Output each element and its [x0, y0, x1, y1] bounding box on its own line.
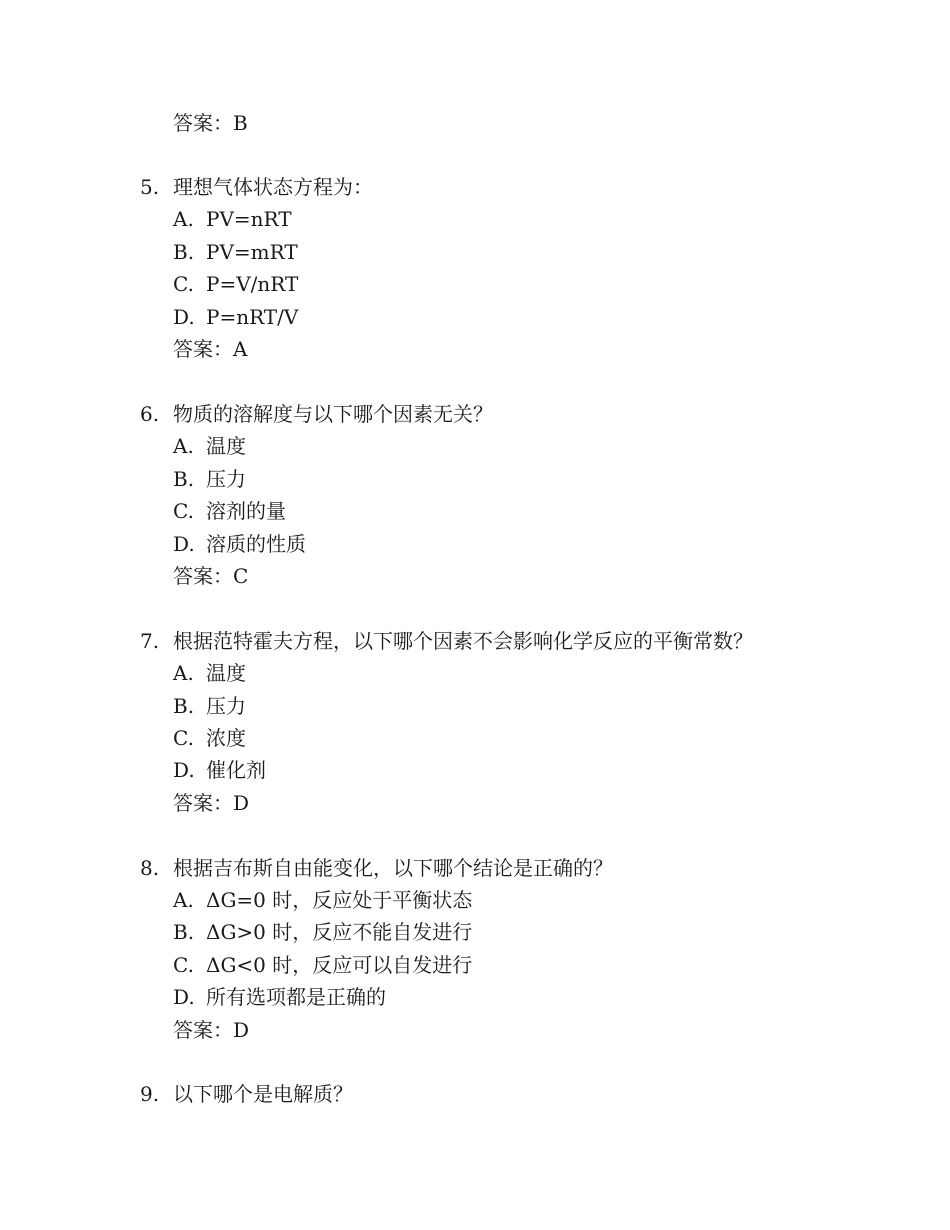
- question-5-number: 5.: [140, 175, 160, 199]
- question-6-option-c-letter: C.: [173, 499, 194, 523]
- question-7-option-b-text: 压力: [206, 694, 246, 718]
- question-5-option-c-letter: C.: [173, 272, 194, 296]
- question-9-text: 以下哪个是电解质？: [173, 1082, 353, 1106]
- question-8-option-b-text: ΔG>0 时，反应不能自发进行: [206, 920, 473, 944]
- question-8-answer: 答案：D: [173, 1018, 250, 1042]
- question-5-option-d-letter: D.: [173, 305, 195, 329]
- question-8-option-a-text: ΔG=0 时，反应处于平衡状态: [206, 888, 473, 912]
- question-5-text: 理想气体状态方程为：: [173, 175, 373, 199]
- question-7-text: 根据范特霍夫方程，以下哪个因素不会影响化学反应的平衡常数？: [173, 629, 753, 653]
- question-9-number: 9.: [140, 1082, 160, 1106]
- question-6-option-d-letter: D.: [173, 532, 195, 556]
- question-7-option-a-text: 温度: [206, 661, 246, 685]
- question-8-option-b-letter: B.: [173, 920, 195, 944]
- question-6-option-a-letter: A.: [173, 434, 194, 458]
- question-7-option-d-text: 催化剂: [206, 758, 266, 782]
- question-5-option-b-text: PV=mRT: [206, 240, 298, 264]
- question-7-number: 7.: [140, 629, 160, 653]
- question-8-option-d-letter: D.: [173, 985, 195, 1009]
- question-7-option-b-letter: B.: [173, 694, 195, 718]
- question-5-option-b-letter: B.: [173, 240, 195, 264]
- question-5-option-d-text: P=nRT/V: [206, 305, 299, 329]
- question-8-text: 根据吉布斯自由能变化，以下哪个结论是正确的？: [173, 856, 613, 880]
- question-7-answer: 答案：D: [173, 791, 250, 815]
- question-8-option-a-letter: A.: [173, 888, 194, 912]
- question-5-option-a-text: PV=nRT: [206, 207, 292, 231]
- question-5-answer: 答案：A: [173, 337, 248, 361]
- question-7-option-c-letter: C.: [173, 726, 194, 750]
- question-5-option-c-text: P=V/nRT: [206, 272, 299, 296]
- question-6-number: 6.: [140, 402, 160, 426]
- question-8-option-c-text: ΔG<0 时，反应可以自发进行: [206, 953, 473, 977]
- question-6-option-b-text: 压力: [206, 467, 246, 491]
- question-6-answer: 答案：C: [173, 564, 249, 588]
- question-8-number: 8.: [140, 856, 160, 880]
- question-5-option-a-letter: A.: [173, 207, 194, 231]
- question-6-option-a-text: 温度: [206, 434, 246, 458]
- question-6-option-d-text: 溶质的性质: [206, 532, 306, 556]
- question-8-option-d-text: 所有选项都是正确的: [206, 985, 386, 1009]
- question-7-option-c-text: 浓度: [206, 726, 246, 750]
- question-6-option-b-letter: B.: [173, 467, 195, 491]
- question-7-option-d-letter: D.: [173, 758, 195, 782]
- question-6-text: 物质的溶解度与以下哪个因素无关？: [173, 402, 493, 426]
- question-7-option-a-letter: A.: [173, 661, 194, 685]
- question-8-option-c-letter: C.: [173, 953, 194, 977]
- answer-q4: 答案：B: [173, 111, 248, 135]
- question-6-option-c-text: 溶剂的量: [206, 499, 286, 523]
